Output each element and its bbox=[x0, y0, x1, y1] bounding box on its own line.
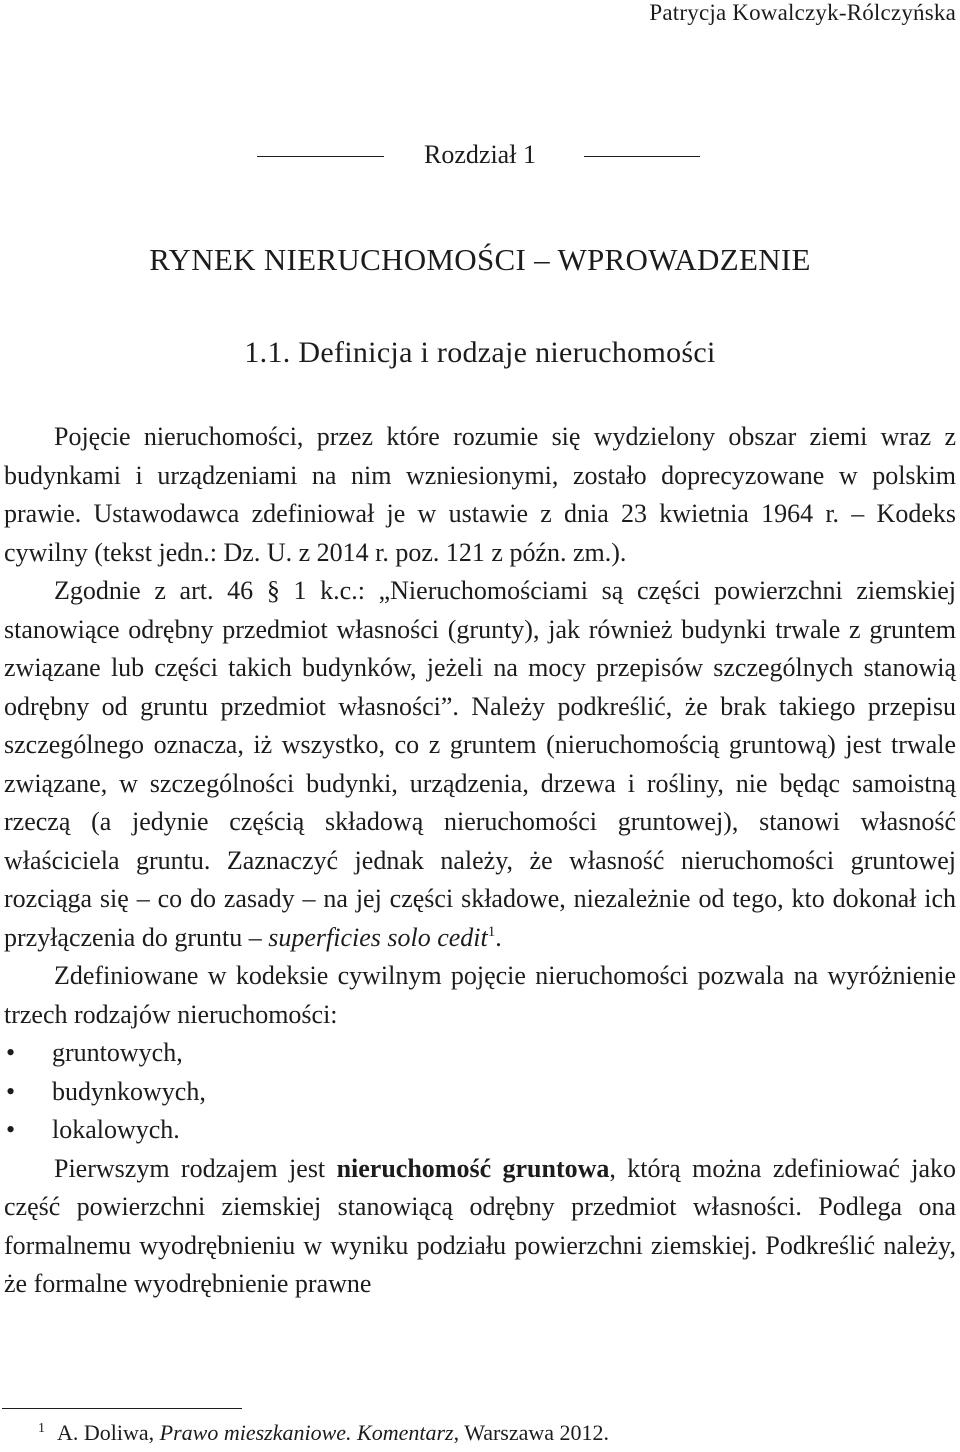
chapter-title: RYNEK NIERUCHOMOŚCI – WPROWADZENIE bbox=[149, 242, 811, 277]
running-header-author: Patrycja Kowalczyk-Rólczyńska bbox=[649, 0, 956, 25]
paragraph-article-46 bbox=[4, 572, 956, 957]
term-land-property: nieruchomość gruntowa bbox=[336, 1153, 610, 1183]
paragraph-types-intro: Zdefiniowane w kodeksie cywilnym pojęcie nieruchomości pozwala na wyróżnienie trzech rodzajów nieruchomości: bbox=[4, 961, 956, 1029]
chapter-rule-right bbox=[584, 156, 700, 157]
chapter-label: Rozdział 1 bbox=[424, 140, 536, 169]
footnote-author: A. Doliwa, bbox=[57, 1420, 160, 1445]
list-item-label: gruntowych, bbox=[52, 1038, 183, 1067]
list-item-label: budynkowych, bbox=[52, 1076, 206, 1106]
bullet-icon: • bbox=[6, 1115, 16, 1144]
list-item bbox=[4, 1034, 956, 1073]
footnote-title: Prawo mieszkaniowe. Komentarz bbox=[159, 1420, 454, 1445]
paragraph-land-property-rest: , którą można zdefiniować jako część powierzchni ziemskiej stanowiącą odrębny przedmiot własności. Podlega ona formalnemu wyodrębnieniu w wyniku podziału powierzchni ziemskiej. Podkreślić należy, że formalne wyodrębnienie prawne bbox=[4, 1153, 957, 1298]
paragraph-definition: Pojęcie nieruchomości, przez które rozumie się wydzielony obszar ziemi wraz z budynkami i urządzeniami na nim wzniesionymi, zostało doprecyzowane w polskim prawie. Ustawodawca zdefiniował je w ustawie z dnia 23 kwietnia 1964 r. – Kodeks cywilny (tekst jedn.: Dz. U. z 2014 r. poz. 121 z późn. zm.). bbox=[4, 422, 956, 567]
paragraph-land-property bbox=[4, 1150, 956, 1304]
footnote-number: 1 bbox=[38, 1421, 45, 1436]
footnote-rest: , Warszawa 2012. bbox=[453, 1420, 610, 1445]
bullet-icon: • bbox=[6, 1038, 16, 1067]
paragraph-article-46-end: . bbox=[495, 922, 502, 952]
footnote bbox=[38, 1414, 609, 1448]
paragraph-article-46-text: Zgodnie z art. 46 § 1 k.c.: „Nieruchomościami są części powierzchni ziemskiej stanowiące odrębny przedmiot własności (grunty), jak również budynki trwale z gruntem związane lub części takich budynków, jeżeli na mocy przepisów szczególnych stanowią odrębny od gruntu przedmiot własności”. Należy podkreślić, że brak takiego przepisu szczególnego oznacza, iż wszystko, co z gruntem (nieruchomością gruntową) jest trwale związane, w szczególności budynki, urządzenia, drzewa i rośliny, nie będąc samoistną rzeczą (a jedynie częścią składową nieruchomości gruntowej), stanowi własność właściciela gruntu. Zaznaczyć jednak należy, że własność nieruchomości gruntowej rozciąga się – co do zasady – na jej części składowe, niezależnie od tego, kto dokonał ich przyłączenia do gruntu – bbox=[4, 576, 956, 952]
latin-maxim: superficies solo cedit bbox=[268, 922, 488, 952]
list-item-label: lokalowych. bbox=[52, 1115, 180, 1144]
property-types-list bbox=[4, 1034, 956, 1150]
footnote-divider bbox=[2, 1408, 242, 1409]
list-item bbox=[4, 1073, 956, 1112]
list-item bbox=[4, 1111, 956, 1150]
chapter-heading bbox=[0, 140, 960, 180]
paragraph-land-property-start: Pierwszym rodzajem jest bbox=[54, 1153, 337, 1183]
bullet-icon: • bbox=[6, 1076, 16, 1106]
footnote-reference[interactable]: 1 bbox=[487, 923, 496, 940]
body-text bbox=[4, 418, 956, 1304]
section-title: 1.1. Definicja i rodzaje nieruchomości bbox=[244, 336, 716, 369]
